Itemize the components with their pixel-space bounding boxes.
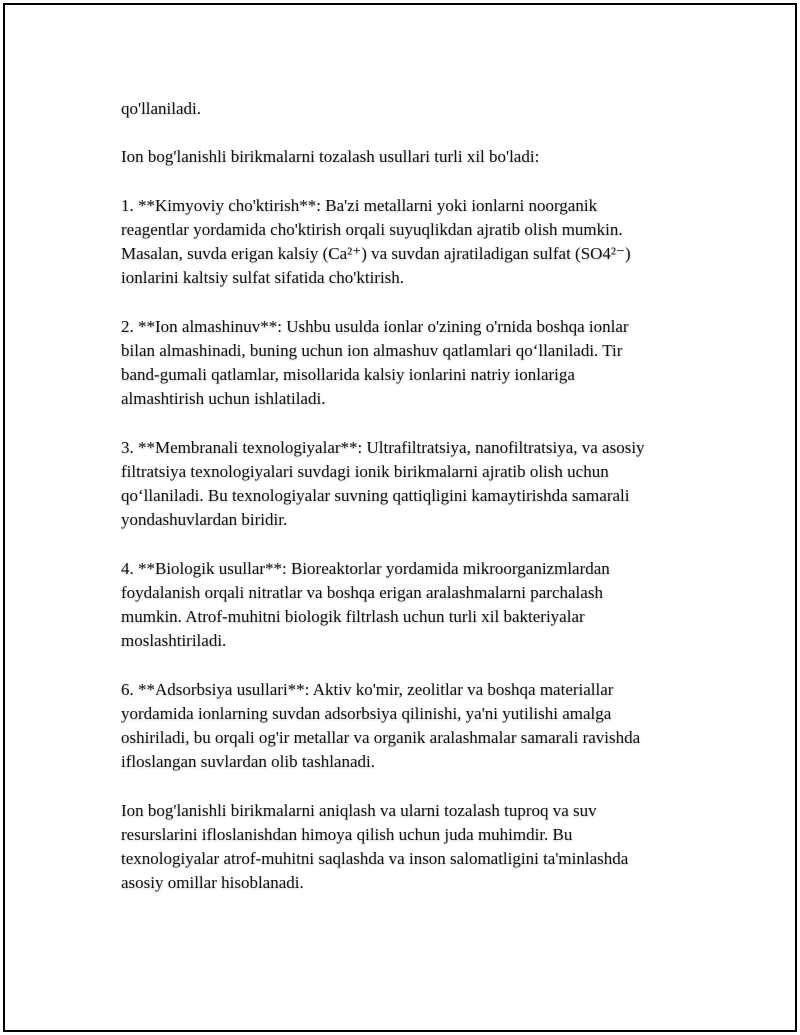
text-line: reagentlar yordamida cho'ktirish orqali suyuqlikdan ajratib olish mumkin. (121, 219, 623, 239)
paragraph-chemical-precipitation (121, 194, 691, 291)
text-line: 1. **Kimyoviy cho'ktirish**: Ba'zi metallarni yoki ionlarni noorganik (121, 195, 598, 215)
paragraph-biological-methods (121, 557, 691, 654)
paragraph-conclusion (121, 799, 691, 896)
text-line: band-gumali qatlamlar, misollarida kalsiy ionlarini natriy ionlariga (121, 365, 575, 385)
text-line: filtratsiya texnologiyalari suvdagi ionik birikmalarni ajratib olish uchun (121, 461, 609, 481)
paragraph-intro (121, 145, 691, 169)
text-line: 6. **Adsorbsiya usullari**: Aktiv ko'mir, zeolitlar va boshqa materiallar (121, 679, 614, 699)
text-line: 3. **Membranali texnologiyalar**: Ultrafiltratsiya, nanofiltratsiya, va asosiy (121, 437, 645, 457)
paragraph-adsorption-methods (121, 678, 691, 775)
document-body (121, 97, 691, 920)
text-line: Ion bog'lanishli birikmalarni tozalash usullari turli xil bo'ladi: (121, 147, 540, 167)
text-line: almashtirish uchun ishlatiladi. (121, 389, 326, 409)
paragraph-continuation (121, 97, 691, 121)
page-frame (3, 3, 797, 1032)
text-line: foydalanish orqali nitratlar va boshqa erigan aralashmalarni parchalash (121, 582, 603, 602)
text-line: texnologiyalar atrof-muhitni saqlashda va inson salomatligini ta'minlashda (121, 849, 629, 869)
text-line: oshiriladi, bu orqali og'ir metallar va organik aralashmalar samarali ravishda (121, 728, 641, 748)
text-line: ifloslangan suvlardan olib tashlanadi. (121, 752, 375, 772)
text-line: bilan almashinadi, buning uchun ion almashuv qatlamlari qo‘llaniladi. Tir (121, 340, 623, 360)
paragraph-membrane-technologies (121, 436, 691, 533)
text-line: yordamida ionlarning suvdan adsorbsiya qilinishi, ya'ni yutilishi amalga (121, 703, 612, 723)
text-line: qo‘llaniladi. Bu texnologiyalar suvning qattiqligini kamaytirishda samarali (121, 486, 630, 506)
paragraph-ion-exchange (121, 315, 691, 412)
text-line: 4. **Biologik usullar**: Bioreaktorlar yordamida mikroorganizmlardan (121, 558, 610, 578)
text-line: yondashuvlardan biridir. (121, 510, 288, 530)
text-line: mumkin. Atrof-muhitni biologik filtrlash uchun turli xil bakteriyalar (121, 607, 585, 627)
text-line: ionlarini kaltsiy sulfat sifatida cho'ktirish. (121, 268, 405, 288)
text-line: resurslarini ifloslanishdan himoya qilish uchun juda muhimdir. Bu (121, 824, 573, 844)
text-line: Ion bog'lanishli birikmalarni aniqlash va ularni tozalash tuproq va suv (121, 800, 597, 820)
text-line: Masalan, suvda erigan kalsiy (Ca²⁺) va suvdan ajratiladigan sulfat (SO4²⁻) (121, 244, 631, 264)
text-line: 2. **Ion almashinuv**: Ushbu usulda ionlar o'zining o'rnida boshqa ionlar (121, 316, 629, 336)
text-line: qo'llaniladi. (121, 99, 202, 118)
text-line: moslashtiriladi. (121, 631, 227, 651)
text-line: asosiy omillar hisoblanadi. (121, 873, 304, 893)
